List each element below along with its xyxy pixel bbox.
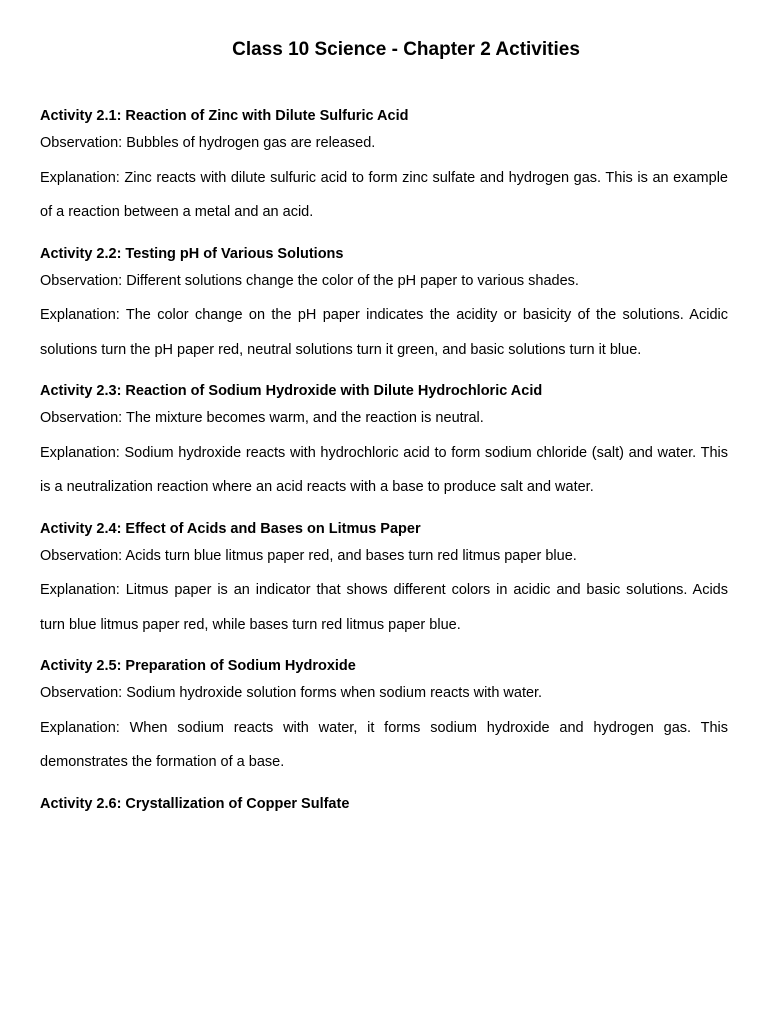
- activity-observation: Observation: Different solutions change the color of the pH paper to various shades.: [40, 272, 579, 289]
- activity-section: [40, 383, 728, 505]
- activity-explanation: Explanation: The color change on the pH paper indicates the acidity or basicity of the solutions. Acidic solutions turn the pH paper red, neutral solutions turn it green, and basic solutions turn it blue.: [40, 307, 728, 358]
- activity-observation: Observation: Bubbles of hydrogen gas are released.: [40, 135, 376, 151]
- activity-heading: Activity 2.6: Crystallization of Copper Sulfate: [40, 795, 350, 812]
- activity-section: [40, 108, 728, 230]
- activity-explanation: Explanation: Zinc reacts with dilute sulfuric acid to form zinc sulfate and hydrogen gas. This is an example of a reaction between a metal and an acid.: [40, 169, 728, 220]
- activity-section: [40, 521, 728, 643]
- activity-explanation: Explanation: When sodium reacts with water, it forms sodium hydroxide and hydrogen gas. This demonstrates the formation of a base.: [40, 719, 728, 770]
- activity-heading: Activity 2.5: Preparation of Sodium Hydroxide: [40, 658, 356, 674]
- activity-observation: Observation: Acids turn blue litmus paper red, and bases turn red litmus paper blue.: [40, 547, 577, 564]
- activity-heading: Activity 2.1: Reaction of Zinc with Dilute Sulfuric Acid: [40, 108, 409, 124]
- page-title: Class 10 Science - Chapter 2 Activities: [232, 39, 580, 60]
- activity-observation: Observation: Sodium hydroxide solution forms when sodium reacts with water.: [40, 685, 543, 701]
- activity-heading: Activity 2.2: Testing pH of Various Solutions: [40, 245, 344, 262]
- activity-heading: Activity 2.3: Reaction of Sodium Hydroxide with Dilute Hydrochloric Acid: [40, 383, 543, 399]
- activity-explanation: Explanation: Sodium hydroxide reacts with hydrochloric acid to form sodium chloride (salt) and water. This is a neutralization reaction where an acid reacts with a base to produce salt and water.: [40, 444, 728, 495]
- activity-observation: Observation: The mixture becomes warm, and the reaction is neutral.: [40, 410, 484, 426]
- activity-explanation: Explanation: Litmus paper is an indicator that shows different colors in acidic and basic solutions. Acids turn blue litmus paper red, while bases turn red litmus paper blue.: [40, 582, 728, 633]
- activity-heading: Activity 2.4: Effect of Acids and Bases on Litmus Paper: [40, 520, 421, 537]
- activity-list: [40, 108, 728, 813]
- activity-section: [40, 246, 728, 368]
- activity-section: [40, 796, 728, 813]
- activity-section: [40, 658, 728, 780]
